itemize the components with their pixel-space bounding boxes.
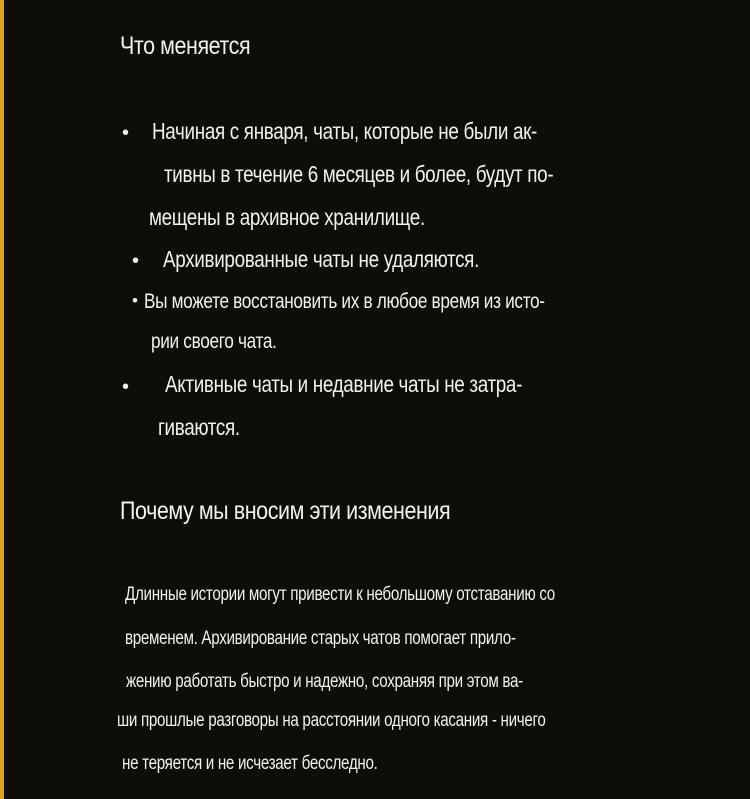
paragraph-line-5: не теряется и не исчезает бесследно. bbox=[122, 753, 378, 774]
paragraph-line-1: Длинные истории могут привести к небольшому отставанию со bbox=[125, 584, 555, 605]
paragraph-line-3: жению работать быстро и надежно, сохраняя при этом ва- bbox=[126, 671, 523, 692]
section-heading-why-changes: Почему мы вносим эти изменения bbox=[120, 497, 451, 525]
bullet-marker: • bbox=[132, 291, 138, 310]
bullet-3-line-1: Вы можете восстановить их в любое время из исто- bbox=[144, 290, 545, 313]
bullet-marker: • bbox=[122, 376, 130, 398]
paragraph-line-2: временем. Архивирование старых чатов помогает прило- bbox=[125, 628, 516, 649]
bullet-4-line-1: Активные чаты и недавние чаты не затра- bbox=[165, 371, 523, 397]
bullet-1-line-3: мещены в архивное хранилище. bbox=[149, 204, 425, 230]
bullet-marker: • bbox=[122, 122, 130, 144]
bullet-1-line-2: тивны в течение 6 месяцев и более, будут по- bbox=[164, 161, 554, 187]
bullet-2-line-1: Архивированные чаты не удаляются. bbox=[163, 246, 479, 272]
paragraph-line-4: ши прошлые разговоры на расстоянии одного касания - ничего bbox=[117, 710, 546, 731]
bullet-1-line-1: Начиная с января, чаты, которые не были ак- bbox=[152, 118, 537, 144]
bullet-3-line-2: рии своего чата. bbox=[151, 330, 277, 353]
bullet-4-line-2: гиваются. bbox=[158, 414, 240, 440]
bullet-marker: • bbox=[132, 250, 140, 272]
section-heading-what-changes: Что меняется bbox=[120, 32, 251, 60]
